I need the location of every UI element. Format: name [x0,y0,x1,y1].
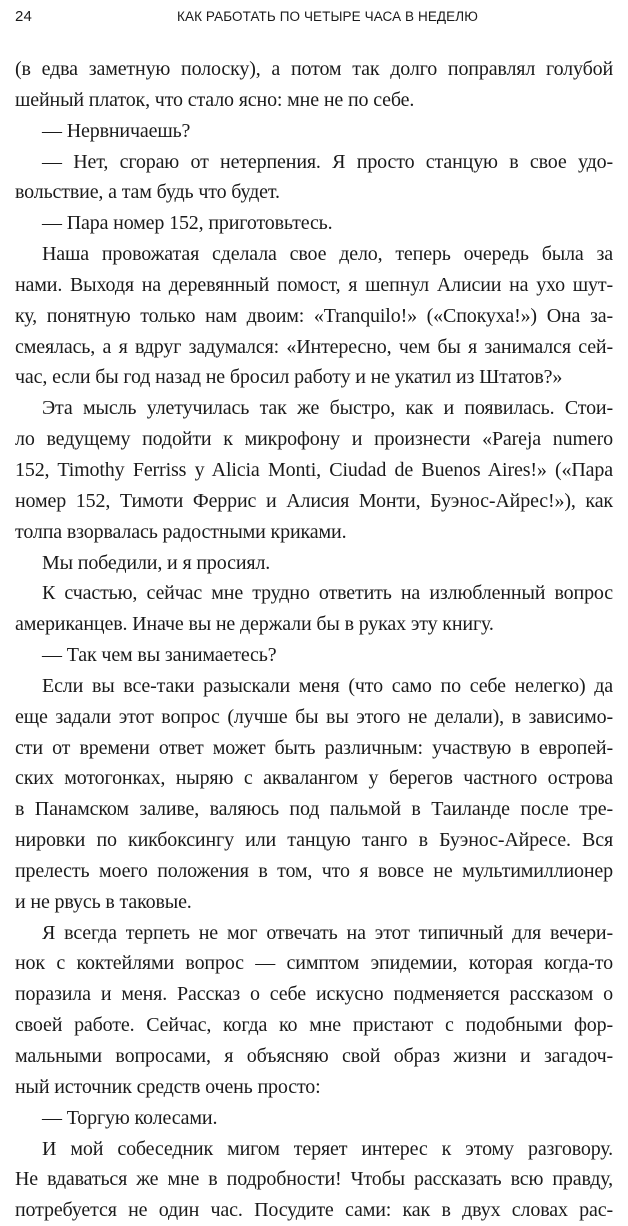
page-number: 24 [15,8,33,25]
text-line: И мой собеседник мигом теряет интерес к этому разговору. [42,1137,613,1160]
text-line: — Пара номер 152, приготовьтесь. [42,212,333,235]
text-line: прелесть моего положения в том, что я вовсе не мультимиллионер [15,859,613,882]
text-line: ских мотогонках, ныряю с аквалангом у берегов частного острова [15,767,613,790]
text-line: час, если бы год назад не бросил работу и не укатил из Штатов?» [15,366,563,389]
text-line: Мы победили, и я просиял. [42,551,271,574]
running-title: КАК РАБОТАТЬ ПО ЧЕТЫРЕ ЧАСА В НЕДЕЛЮ [177,9,478,24]
text-line: поразила и меня. Рассказ о себе искусно подменяется рассказом о [15,983,613,1006]
text-line: ку, понятную только нам двоим: «Tranquilo!» («Спокуха!») Она за- [15,304,613,327]
text-line: — Нет, сгораю от нетерпения. Я просто станцую в свое удо- [42,150,613,173]
text-line: своей работе. Сейчас, когда ко мне пристают с подобными фор- [15,1014,613,1037]
text-line: и не рвусь в таковые. [15,890,192,913]
text-line: — Торгую колесами. [42,1106,218,1129]
text-line: вольствие, а там будь что будет. [15,181,280,204]
text-line: нировки по кикбоксингу или танцую танго в Буэнос-Айресе. Вся [15,829,613,852]
text-line: — Так чем вы занимаетесь? [42,644,277,667]
text-line: американцев. Иначе вы не держали бы в руках эту книгу. [15,613,494,636]
text-line: Не вдаваться же мне в подробности! Чтобы рассказать всю правду, [15,1168,613,1191]
text-line: К счастью, сейчас мне трудно ответить на излюбленный вопрос [42,582,613,605]
text-line: Наша провожатая сделала свое дело, теперь очередь была за [42,243,613,266]
text-line: смеялась, а я вдруг задумался: «Интересно, чем бы я занимался сей- [15,335,613,358]
text-line: — Нервничаешь? [42,119,191,142]
text-line: нами. Выходя на деревянный помост, я шепнул Алисии на ухо шут- [15,273,613,296]
text-line: ный источник средств очень просто: [15,1075,321,1098]
text-line: (в едва заметную полоску), а потом так долго поправлял голубой [15,58,613,80]
text-line: еще задали этот вопрос (лучше бы вы этого не делали), в зависимо- [15,705,613,728]
text-line: Если вы все-таки разыскали меня (что само по себе нелегко) да [42,674,613,697]
text-line: 152, Timothy Ferriss y Alicia Monti, Ciudad de Buenos Aires!» («Пара [15,458,613,481]
text-line: толпа взорвалась радостными криками. [15,520,347,543]
page-header [15,8,613,28]
text-line: потребуется не один час. Посудите сами: как в двух словах рас- [15,1199,613,1222]
text-line: сти от времени ответ может быть различным: участвую в европей- [15,736,613,759]
text-line: ло ведущему подойти к микрофону и произнести «Pareja numero [15,428,613,451]
text-line: мальными вопросами, я объясняю свой образ жизни и загадоч- [15,1045,613,1067]
text-line: нок с коктейлями вопрос — симптом эпидемии, которая когда-то [15,952,613,975]
body-text [15,54,613,1226]
text-line: шейный платок, что стало ясно: мне не по себе. [15,88,415,111]
text-line: в Панамском заливе, валяюсь под пальмой в Таиланде после тре- [15,798,613,821]
text-line: Я всегда терпеть не мог отвечать на этот типичный для вечери- [42,921,613,944]
text-line: номер 152, Тимоти Феррис и Алисия Монти, Буэнос-Айрес!»), как [15,489,613,512]
text-line: Эта мысль улетучилась так же быстро, как и появилась. Стои- [42,397,613,420]
